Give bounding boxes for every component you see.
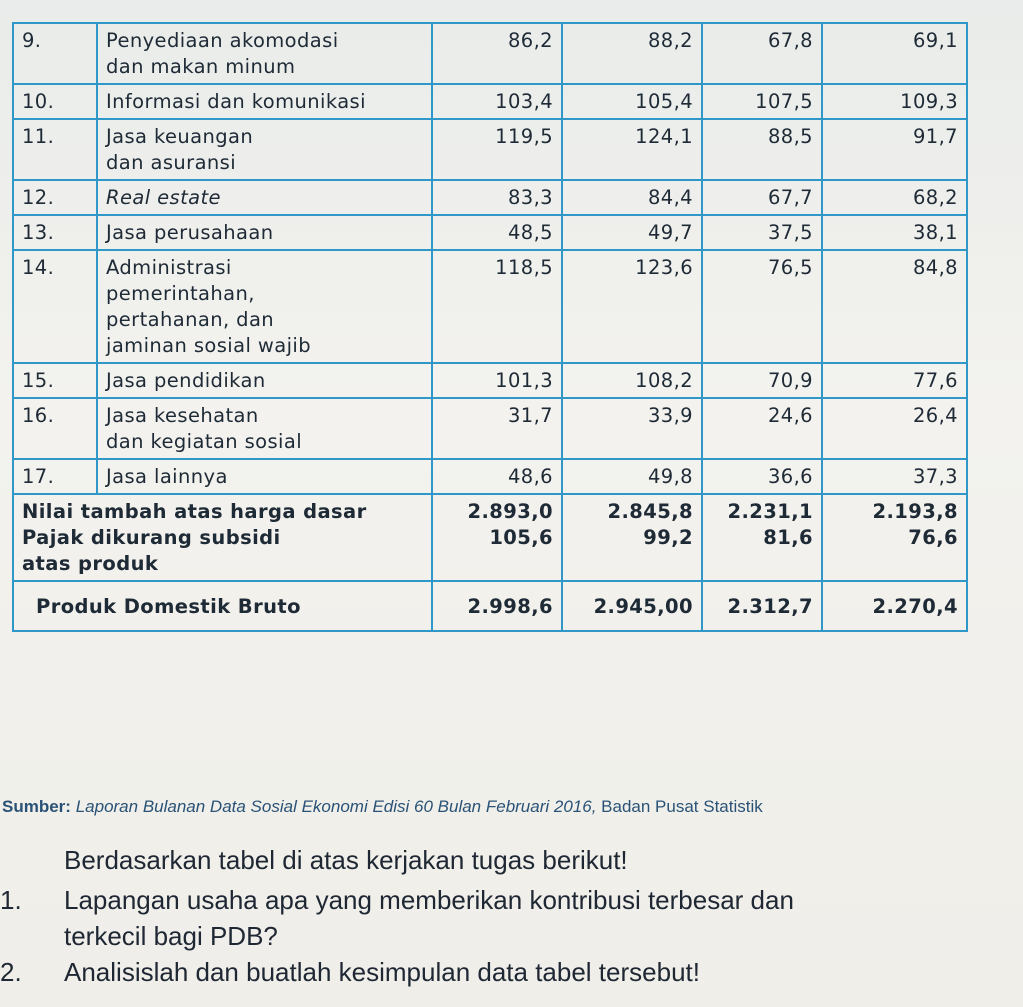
tax-2: 99,2 [643,526,693,549]
row-sector [97,23,432,84]
row-number: 10. [13,84,97,119]
sector-line: pemerintahan, [106,282,255,305]
sector-line: pertahanan, dan [106,308,275,331]
summary-col-2 [562,494,702,581]
row-value-4: 91,7 [822,119,967,180]
summary-label-value-added: Nilai tambah atas harga dasar [22,500,367,523]
row-value-4: 26,4 [822,398,967,459]
question-1-text: Lapangan usaha apa yang memberikan kontribusi terbesar dan [64,885,794,915]
table-row [13,180,967,215]
row-number: 14. [13,250,97,363]
sector-line: jaminan sosial wajib [106,334,311,357]
row-sector [97,398,432,459]
value-added-2: 2.845,8 [607,500,693,523]
question-2-number: 2. [0,957,22,987]
row-number: 9. [13,23,97,84]
value-added-3: 2.231,1 [727,500,813,523]
summary-label-tax: Pajak dikurang subsidi [22,526,281,549]
summary-labels [13,494,432,581]
summary-row [13,494,967,581]
row-value-2: 108,2 [562,363,702,398]
gdp-table [12,22,968,632]
total-value-4: 2.270,4 [822,581,967,631]
tax-1: 105,6 [489,526,553,549]
sector-line: Jasa perusahaan [106,221,274,244]
task-intro: Berdasarkan tabel di atas kerjakan tugas berikut! [64,845,628,875]
row-value-4: 84,8 [822,250,967,363]
row-value-4: 68,2 [822,180,967,215]
row-value-1: 86,2 [432,23,562,84]
row-value-2: 105,4 [562,84,702,119]
row-number: 13. [13,215,97,250]
row-value-1: 48,6 [432,459,562,494]
row-value-4: 69,1 [822,23,967,84]
value-added-4: 2.193,8 [872,500,958,523]
sector-line: Jasa lainnya [106,465,228,488]
row-value-2: 123,6 [562,250,702,363]
row-value-3: 107,5 [702,84,822,119]
row-value-4: 37,3 [822,459,967,494]
sector-line: Informasi dan komunikasi [106,90,366,113]
summary-col-4 [822,494,967,581]
task-question-1-cont: terkecil bagi PDB? [64,921,278,951]
sector-line: Jasa keuangan [106,125,254,148]
row-sector [97,119,432,180]
row-number: 12. [13,180,97,215]
row-value-4: 77,6 [822,363,967,398]
row-sector [97,363,432,398]
row-number: 15. [13,363,97,398]
sector-line: dan makan minum [106,55,296,78]
row-value-2: 49,8 [562,459,702,494]
row-sector [97,84,432,119]
table-row [13,23,967,84]
row-value-3: 37,5 [702,215,822,250]
total-value-3: 2.312,7 [702,581,822,631]
row-sector [97,250,432,363]
summary-col-3 [702,494,822,581]
row-value-2: 49,7 [562,215,702,250]
total-label: Produk Domestik Bruto [13,581,432,631]
row-value-2: 33,9 [562,398,702,459]
table-row [13,215,967,250]
row-value-1: 103,4 [432,84,562,119]
row-sector [97,180,432,215]
row-value-1: 119,5 [432,119,562,180]
table-row [13,84,967,119]
row-value-3: 36,6 [702,459,822,494]
table-row [13,398,967,459]
sector-line: dan kegiatan sosial [106,430,303,453]
sector-line: dan asuransi [106,151,237,174]
table-row [13,459,967,494]
source-note [2,797,763,817]
total-value-2: 2.945,00 [562,581,702,631]
row-value-3: 67,7 [702,180,822,215]
row-value-2: 124,1 [562,119,702,180]
row-number: 17. [13,459,97,494]
value-added-1: 2.893,0 [467,500,553,523]
source-title: Laporan Bulanan Data Sosial Ekonomi Edisi 60 Bulan Februari 2016, [75,797,597,816]
question-2-text: Analisislah dan buatlah kesimpulan data tabel tersebut! [64,957,700,987]
tax-3: 81,6 [763,526,813,549]
row-value-3: 76,5 [702,250,822,363]
sector-line: Penyediaan akomodasi [106,29,339,52]
tax-4: 76,6 [908,526,958,549]
table-row [13,363,967,398]
row-value-3: 88,5 [702,119,822,180]
row-number: 16. [13,398,97,459]
row-value-1: 101,3 [432,363,562,398]
row-value-2: 84,4 [562,180,702,215]
summary-col-1 [432,494,562,581]
row-value-4: 109,3 [822,84,967,119]
summary-label-tax-2: atas produk [22,552,159,575]
row-sector [97,459,432,494]
row-value-1: 48,5 [432,215,562,250]
row-value-1: 31,7 [432,398,562,459]
total-row [13,581,967,631]
row-value-1: 83,3 [432,180,562,215]
source-publisher: Badan Pusat Statistik [601,797,763,816]
row-value-3: 67,8 [702,23,822,84]
row-sector [97,215,432,250]
table-row [13,119,967,180]
source-label: Sumber: [2,797,71,816]
sector-line: Administrasi [106,256,232,279]
sector-line: Jasa kesehatan [106,404,259,427]
table-row [13,250,967,363]
task-question-1 [0,882,794,918]
task-question-2 [0,954,700,990]
row-value-3: 70,9 [702,363,822,398]
question-1-number: 1. [0,885,22,915]
sector-line: Jasa pendidikan [106,369,266,392]
row-value-4: 38,1 [822,215,967,250]
table-body [13,23,967,631]
total-value-1: 2.998,6 [432,581,562,631]
row-value-1: 118,5 [432,250,562,363]
row-number: 11. [13,119,97,180]
row-value-3: 24,6 [702,398,822,459]
row-value-2: 88,2 [562,23,702,84]
sector-line: Real estate [106,186,221,209]
